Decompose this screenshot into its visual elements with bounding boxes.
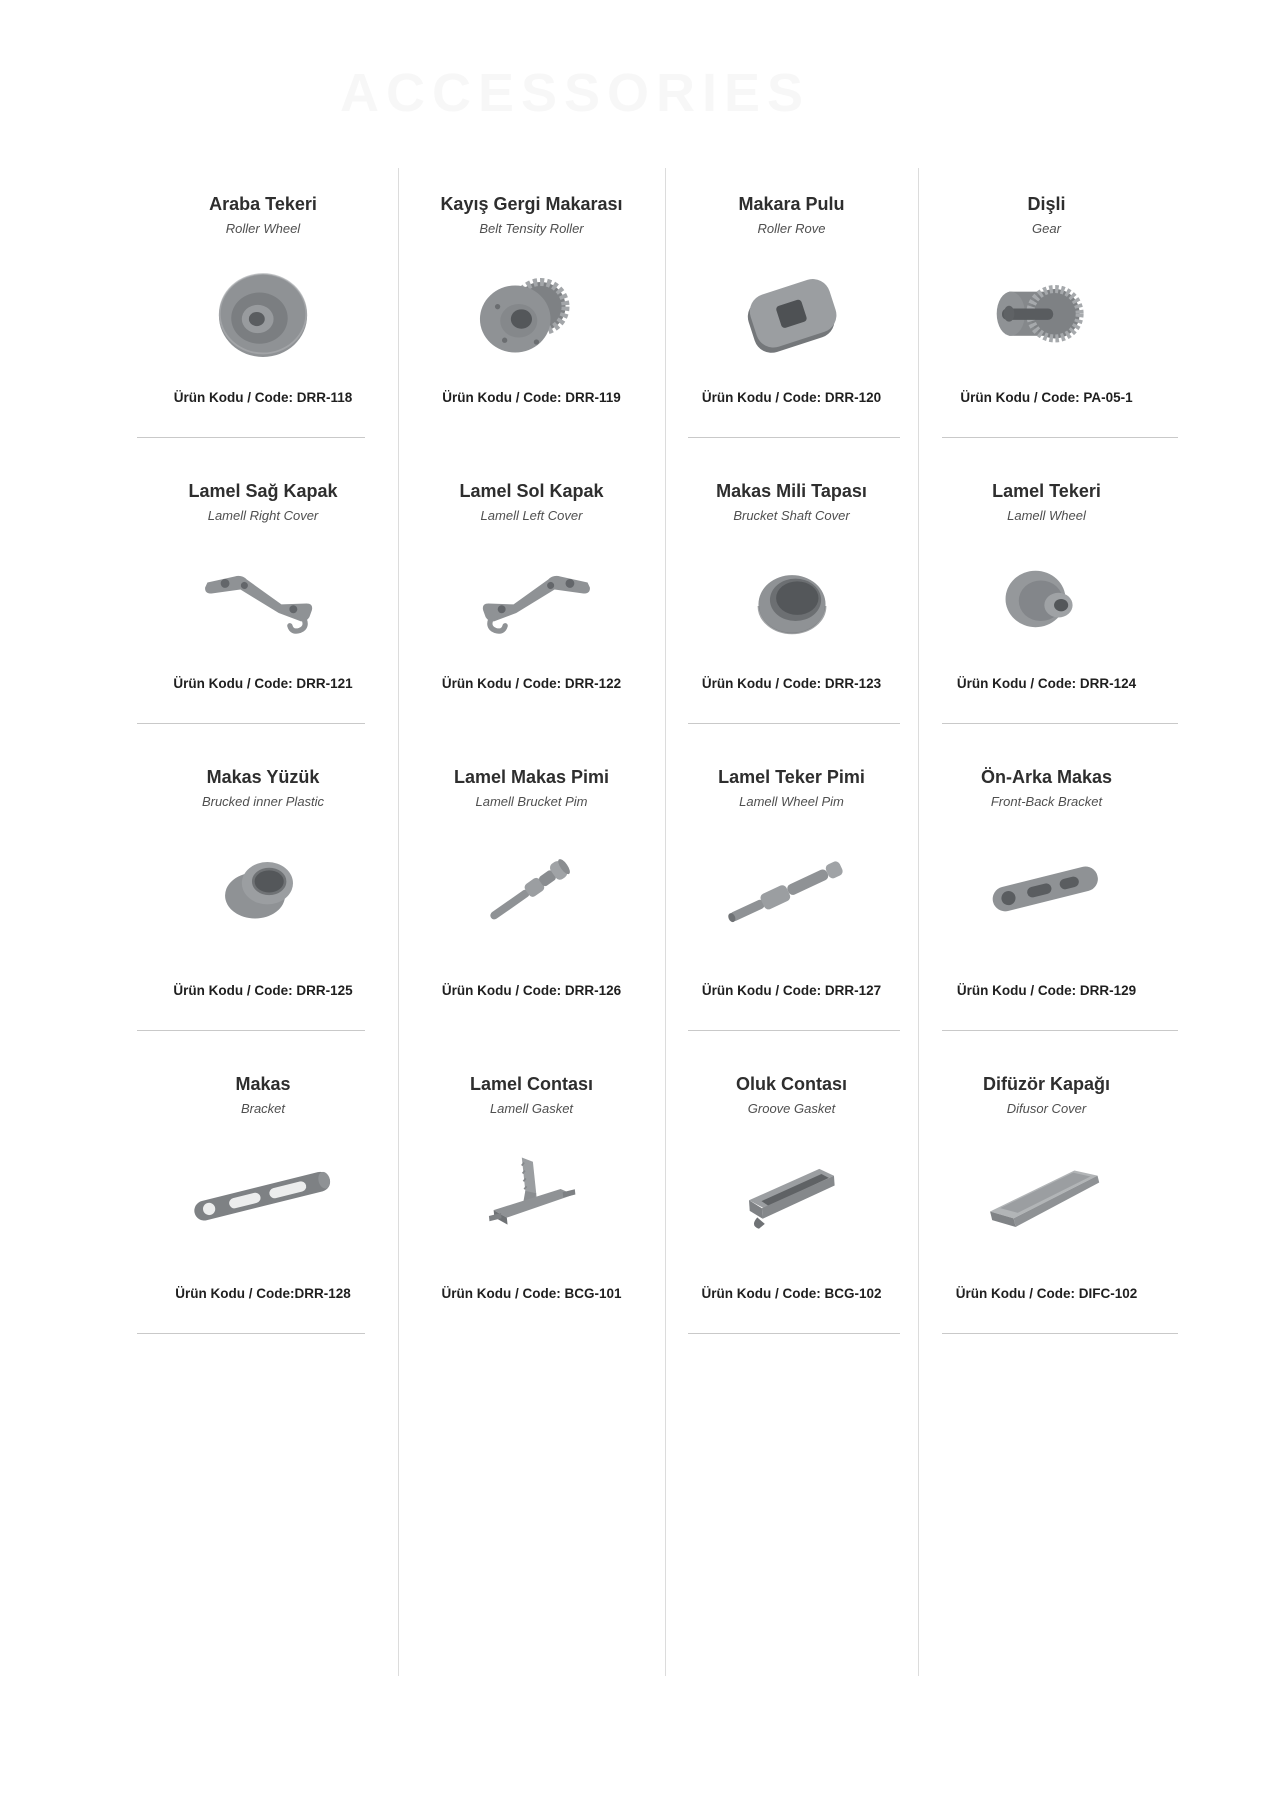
product-code: Ürün Kodu / Code: DRR-124 [956,676,1137,691]
product-title: Lamel Sol Kapak [459,481,604,501]
product-title: Kayış Gergi Makarası [440,194,623,214]
product-card [398,723,665,1030]
inner-plastic-ring-image [128,823,398,955]
product-title: Makara Pulu [738,194,845,214]
bracket-strap-image [128,1130,398,1262]
product-subtitle: Brucked inner Plastic [201,793,325,809]
product-code: Ürün Kodu / Code: DRR-121 [173,676,353,691]
product-card [918,437,1175,723]
product-card [128,150,398,437]
product-title: Difüzör Kapağı [982,1074,1110,1094]
product-subtitle: Roller Rove [757,220,826,236]
product-card [665,150,918,437]
roller-rove-image [665,250,918,382]
bracket-pin-image [398,823,665,955]
product-card [398,150,665,437]
product-title: Lamel Teker Pimi [718,767,865,787]
product-card [665,723,918,1030]
product-code: Ürün Kodu / Code: DRR-125 [173,983,353,998]
front-back-bracket-image [918,823,1175,955]
product-card [665,1030,918,1333]
product-title: Lamel Contası [469,1074,594,1094]
product-title: Lamel Makas Pimi [453,767,610,787]
product-card [128,723,398,1030]
product-card [398,1030,665,1333]
product-subtitle: Lamell Gasket [489,1100,574,1116]
product-subtitle: Brucket Shaft Cover [733,507,850,523]
product-code: Ürün Kodu / Code: DRR-122 [441,676,622,691]
product-code: Ürün Kodu / Code: DRR-126 [441,983,622,998]
product-card [398,437,665,723]
roller-wheel-image [128,250,398,382]
row-divider [137,1333,365,1334]
product-card [918,1030,1175,1333]
lamell-gasket-image [398,1130,665,1262]
wheel-pin-image [665,823,918,955]
product-title: Lamel Sağ Kapak [188,481,338,501]
product-code: Ürün Kodu / Code: BCG-101 [441,1286,622,1301]
product-title: Makas Yüzük [206,767,320,787]
product-title: Dişli [1027,194,1066,214]
product-subtitle: Lamell Left Cover [480,507,583,523]
product-subtitle: Belt Tensity Roller [479,220,584,236]
product-card [918,150,1175,437]
product-code: Ürün Kodu / Code: DRR-118 [173,390,353,405]
product-subtitle: Lamell Wheel [1007,507,1086,523]
product-title: Lamel Tekeri [992,481,1101,501]
product-subtitle: Lamell Brucket Pim [475,793,588,809]
product-title: Makas Mili Tapası [716,481,867,501]
product-title: Araba Tekeri [209,194,317,214]
difusor-cover-image [918,1130,1175,1262]
product-grid [128,150,1175,1333]
product-subtitle: Lamell Wheel Pim [739,793,844,809]
groove-gasket-image [665,1130,918,1262]
product-subtitle: Groove Gasket [747,1100,836,1116]
product-code: Ürün Kodu / Code:DRR-128 [175,1286,351,1301]
product-title: Ön-Arka Makas [980,767,1113,787]
lamell-wheel-image [918,537,1175,669]
product-subtitle: Roller Wheel [225,220,301,236]
product-code: Ürün Kodu / Code: DRR-119 [442,390,621,405]
product-title: Makas [235,1074,291,1094]
gear-image [918,250,1175,382]
product-subtitle: Lamell Right Cover [207,507,319,523]
bracket-shaft-cover-image [665,537,918,669]
product-subtitle: Front-Back Bracket [990,793,1103,809]
lamell-right-cover-image [128,537,398,669]
product-card [128,1030,398,1333]
product-title: Oluk Contası [735,1074,847,1094]
product-subtitle: Difusor Cover [1006,1100,1087,1116]
product-card [918,723,1175,1030]
row-divider [942,1333,1178,1334]
page-watermark: ACCESSORIES [339,63,811,123]
product-code: Ürün Kodu / Code: PA-05-1 [960,390,1133,405]
product-code: Ürün Kodu / Code: DRR-120 [701,390,882,405]
product-subtitle: Bracket [240,1100,286,1116]
product-code: Ürün Kodu / Code: DIFC-102 [955,1286,1138,1301]
belt-tensity-roller-image [398,250,665,382]
product-subtitle: Gear [1032,220,1061,236]
product-code: Ürün Kodu / Code: DRR-123 [701,676,882,691]
product-card [665,437,918,723]
product-code: Ürün Kodu / Code: DRR-127 [701,983,882,998]
product-card [128,437,398,723]
product-code: Ürün Kodu / Code: DRR-129 [956,983,1137,998]
product-code: Ürün Kodu / Code: BCG-102 [701,1286,882,1301]
lamell-left-cover-image [398,537,665,669]
row-divider [688,1333,900,1334]
